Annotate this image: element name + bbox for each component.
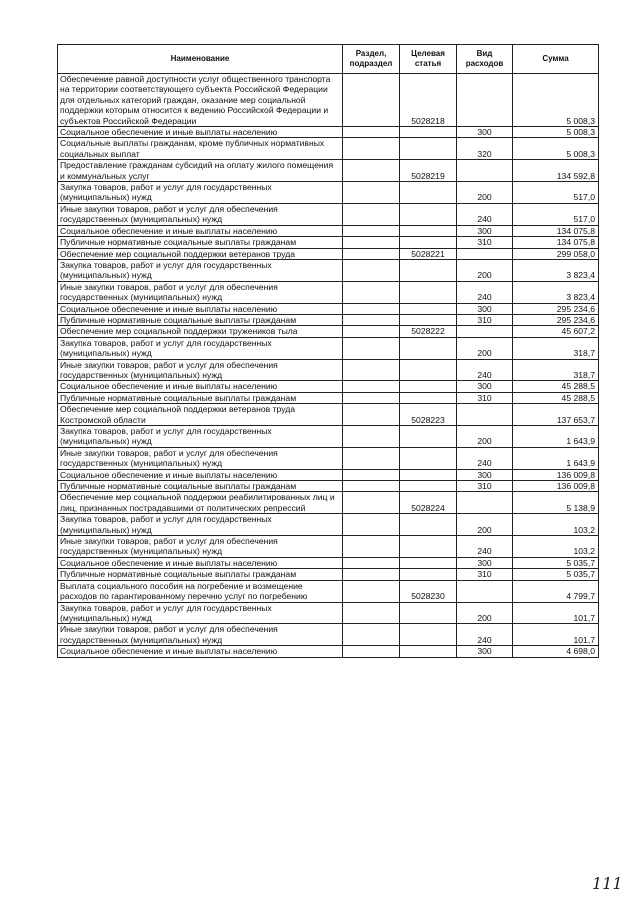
- cell-sum: 5 008,3: [513, 127, 599, 138]
- cell-target: 5028219: [400, 160, 457, 182]
- cell-name: Иные закупки товаров, работ и услуг для обеспечения государственных (муниципальных) нужд: [58, 359, 343, 381]
- cell-sum: 295 234,6: [513, 303, 599, 314]
- cell-target: [400, 182, 457, 204]
- cell-name: Социальное обеспечение и иные выплаты населению: [58, 303, 343, 314]
- cell-kind: 200: [457, 426, 513, 448]
- cell-section: [343, 569, 400, 580]
- cell-target: [400, 426, 457, 448]
- header-name: Наименование: [58, 45, 343, 74]
- cell-kind: 310: [457, 237, 513, 248]
- cell-sum: 101,7: [513, 602, 599, 624]
- table-row: [58, 303, 599, 314]
- cell-kind: 320: [457, 138, 513, 160]
- cell-sum: 45 288,5: [513, 381, 599, 392]
- table-row: [58, 481, 599, 492]
- cell-target: 5028223: [400, 404, 457, 426]
- cell-section: [343, 127, 400, 138]
- cell-kind: [457, 248, 513, 259]
- table-row: [58, 326, 599, 337]
- cell-kind: 240: [457, 536, 513, 558]
- cell-kind: [457, 326, 513, 337]
- cell-section: [343, 138, 400, 160]
- cell-sum: 134 592,8: [513, 160, 599, 182]
- table-row: [58, 182, 599, 204]
- cell-section: [343, 481, 400, 492]
- cell-sum: 134 075,8: [513, 225, 599, 236]
- header-kind: Вид расходов: [457, 45, 513, 74]
- cell-sum: 103,2: [513, 514, 599, 536]
- cell-target: [400, 646, 457, 657]
- cell-name: Закупка товаров, работ и услуг для государственных (муниципальных) нужд: [58, 182, 343, 204]
- table-row: [58, 381, 599, 392]
- table-row: [58, 469, 599, 480]
- budget-table: [57, 44, 599, 658]
- cell-sum: 3 823,4: [513, 281, 599, 303]
- cell-section: [343, 160, 400, 182]
- cell-kind: 300: [457, 381, 513, 392]
- cell-section: [343, 602, 400, 624]
- table-row: [58, 337, 599, 359]
- cell-name: Обеспечение равной доступности услуг общественного транспорта на территории соответствующего субъекта Российской Федерации для отдельных категорий граждан, оказание мер социальной поддержки которым относится к ведению Российской Федерации и субъектов Российской Федерации: [58, 74, 343, 127]
- header-sum: Сумма: [513, 45, 599, 74]
- cell-name: Иные закупки товаров, работ и услуг для обеспечения государственных (муниципальных) нужд: [58, 624, 343, 646]
- cell-target: [400, 259, 457, 281]
- cell-name: Закупка товаров, работ и услуг для государственных (муниципальных) нужд: [58, 259, 343, 281]
- cell-section: [343, 182, 400, 204]
- table-row: [58, 74, 599, 127]
- cell-sum: 5 138,9: [513, 492, 599, 514]
- cell-target: [400, 381, 457, 392]
- cell-target: 5028224: [400, 492, 457, 514]
- cell-target: [400, 359, 457, 381]
- cell-sum: 1 643,9: [513, 447, 599, 469]
- cell-section: [343, 237, 400, 248]
- cell-name: Иные закупки товаров, работ и услуг для обеспечения государственных (муниципальных) нужд: [58, 203, 343, 225]
- cell-name: Выплата социального пособия на погребение и возмещение расходов по гарантированному перечню услуг по погребению: [58, 580, 343, 602]
- cell-target: 5028222: [400, 326, 457, 337]
- table-row: [58, 569, 599, 580]
- cell-sum: 318,7: [513, 337, 599, 359]
- cell-target: [400, 536, 457, 558]
- cell-name: Предоставление гражданам субсидий на оплату жилого помещения и коммунальных услуг: [58, 160, 343, 182]
- cell-section: [343, 281, 400, 303]
- cell-sum: 5 035,7: [513, 557, 599, 568]
- table-row: [58, 514, 599, 536]
- cell-sum: 137 653,7: [513, 404, 599, 426]
- table-row: [58, 259, 599, 281]
- cell-name: Социальное обеспечение и иные выплаты населению: [58, 127, 343, 138]
- cell-target: 5028218: [400, 74, 457, 127]
- cell-section: [343, 536, 400, 558]
- cell-section: [343, 248, 400, 259]
- cell-section: [343, 303, 400, 314]
- cell-sum: 318,7: [513, 359, 599, 381]
- table-header-row: [58, 45, 599, 74]
- cell-target: [400, 602, 457, 624]
- table-row: [58, 127, 599, 138]
- cell-target: [400, 281, 457, 303]
- table-row: [58, 602, 599, 624]
- table-row: [58, 281, 599, 303]
- cell-target: [400, 481, 457, 492]
- cell-kind: 310: [457, 314, 513, 325]
- cell-kind: 240: [457, 624, 513, 646]
- cell-target: [400, 303, 457, 314]
- cell-name: Публичные нормативные социальные выплаты гражданам: [58, 569, 343, 580]
- table-row: [58, 536, 599, 558]
- cell-sum: 103,2: [513, 536, 599, 558]
- cell-target: [400, 237, 457, 248]
- cell-name: Социальное обеспечение и иные выплаты населению: [58, 469, 343, 480]
- cell-kind: 240: [457, 447, 513, 469]
- cell-sum: 134 075,8: [513, 237, 599, 248]
- cell-sum: 5 008,3: [513, 138, 599, 160]
- cell-section: [343, 225, 400, 236]
- cell-sum: 295 234,6: [513, 314, 599, 325]
- cell-kind: [457, 580, 513, 602]
- cell-kind: 310: [457, 481, 513, 492]
- cell-kind: 200: [457, 514, 513, 536]
- table-row: [58, 404, 599, 426]
- cell-sum: 1 643,9: [513, 426, 599, 448]
- table-row: [58, 160, 599, 182]
- cell-kind: [457, 492, 513, 514]
- header-section: Раздел, подраздел: [343, 45, 400, 74]
- cell-section: [343, 74, 400, 127]
- cell-name: Публичные нормативные социальные выплаты гражданам: [58, 392, 343, 403]
- cell-name: Закупка товаров, работ и услуг для государственных (муниципальных) нужд: [58, 337, 343, 359]
- cell-section: [343, 646, 400, 657]
- table-row: [58, 314, 599, 325]
- budget-table-page: [57, 44, 598, 658]
- cell-section: [343, 624, 400, 646]
- cell-section: [343, 337, 400, 359]
- cell-name: Обеспечение мер социальной поддержки ветеранов труда Костромской области: [58, 404, 343, 426]
- cell-kind: 240: [457, 203, 513, 225]
- cell-sum: 517,0: [513, 182, 599, 204]
- cell-section: [343, 514, 400, 536]
- cell-section: [343, 259, 400, 281]
- cell-name: Социальные выплаты гражданам, кроме публичных нормативных социальных выплат: [58, 138, 343, 160]
- cell-section: [343, 203, 400, 225]
- table-row: [58, 237, 599, 248]
- table-row: [58, 426, 599, 448]
- cell-section: [343, 469, 400, 480]
- cell-name: Обеспечение мер социальной поддержки тружеников тыла: [58, 326, 343, 337]
- cell-name: Публичные нормативные социальные выплаты гражданам: [58, 237, 343, 248]
- cell-sum: 517,0: [513, 203, 599, 225]
- cell-kind: 200: [457, 182, 513, 204]
- cell-section: [343, 447, 400, 469]
- cell-sum: 299 058,0: [513, 248, 599, 259]
- cell-kind: 300: [457, 225, 513, 236]
- cell-sum: 3 823,4: [513, 259, 599, 281]
- table-row: [58, 392, 599, 403]
- cell-name: Иные закупки товаров, работ и услуг для обеспечения государственных (муниципальных) нужд: [58, 447, 343, 469]
- cell-sum: 5 035,7: [513, 569, 599, 580]
- cell-target: [400, 127, 457, 138]
- table-row: [58, 225, 599, 236]
- cell-kind: [457, 404, 513, 426]
- cell-name: Социальное обеспечение и иные выплаты населению: [58, 381, 343, 392]
- cell-name: Социальное обеспечение и иные выплаты населению: [58, 557, 343, 568]
- cell-target: [400, 557, 457, 568]
- table-row: [58, 624, 599, 646]
- cell-sum: 45 607,2: [513, 326, 599, 337]
- cell-kind: 310: [457, 392, 513, 403]
- cell-sum: 45 288,5: [513, 392, 599, 403]
- cell-kind: [457, 74, 513, 127]
- cell-name: Социальное обеспечение и иные выплаты населению: [58, 646, 343, 657]
- cell-section: [343, 381, 400, 392]
- cell-kind: 300: [457, 127, 513, 138]
- cell-section: [343, 492, 400, 514]
- cell-name: Закупка товаров, работ и услуг для государственных (муниципальных) нужд: [58, 514, 343, 536]
- cell-name: Обеспечение мер социальной поддержки ветеранов труда: [58, 248, 343, 259]
- cell-target: [400, 314, 457, 325]
- cell-sum: 4 698,0: [513, 646, 599, 657]
- cell-kind: 200: [457, 602, 513, 624]
- cell-target: [400, 225, 457, 236]
- table-row: [58, 557, 599, 568]
- cell-target: [400, 514, 457, 536]
- cell-section: [343, 326, 400, 337]
- table-row: [58, 492, 599, 514]
- cell-kind: 300: [457, 557, 513, 568]
- cell-target: 5028221: [400, 248, 457, 259]
- cell-name: Иные закупки товаров, работ и услуг для обеспечения государственных (муниципальных) нужд: [58, 536, 343, 558]
- cell-target: [400, 624, 457, 646]
- cell-target: [400, 447, 457, 469]
- cell-sum: 4 799,7: [513, 580, 599, 602]
- cell-sum: 136 009,8: [513, 469, 599, 480]
- cell-name: Публичные нормативные социальные выплаты гражданам: [58, 481, 343, 492]
- cell-section: [343, 359, 400, 381]
- cell-target: [400, 469, 457, 480]
- cell-kind: 240: [457, 281, 513, 303]
- table-row: [58, 203, 599, 225]
- table-row: [58, 646, 599, 657]
- cell-kind: 310: [457, 569, 513, 580]
- cell-name: Обеспечение мер социальной поддержки реабилитированных лиц и лиц, признанных пострадавшими от политических репрессий: [58, 492, 343, 514]
- cell-sum: 5 008,3: [513, 74, 599, 127]
- cell-section: [343, 392, 400, 403]
- cell-name: Закупка товаров, работ и услуг для государственных (муниципальных) нужд: [58, 426, 343, 448]
- cell-sum: 101,7: [513, 624, 599, 646]
- cell-target: [400, 392, 457, 403]
- cell-kind: 200: [457, 337, 513, 359]
- table-row: [58, 447, 599, 469]
- cell-name: Закупка товаров, работ и услуг для государственных (муниципальных) нужд: [58, 602, 343, 624]
- cell-target: [400, 337, 457, 359]
- cell-section: [343, 404, 400, 426]
- table-row: [58, 359, 599, 381]
- table-row: [58, 138, 599, 160]
- page-number: 111: [592, 874, 623, 893]
- table-row: [58, 580, 599, 602]
- cell-kind: 240: [457, 359, 513, 381]
- cell-kind: 300: [457, 646, 513, 657]
- cell-sum: 136 009,8: [513, 481, 599, 492]
- cell-target: 5028230: [400, 580, 457, 602]
- cell-section: [343, 314, 400, 325]
- cell-target: [400, 138, 457, 160]
- cell-name: Социальное обеспечение и иные выплаты населению: [58, 225, 343, 236]
- header-target: Целевая статья: [400, 45, 457, 74]
- cell-kind: 300: [457, 469, 513, 480]
- table-row: [58, 248, 599, 259]
- cell-section: [343, 557, 400, 568]
- cell-section: [343, 426, 400, 448]
- cell-name: Публичные нормативные социальные выплаты гражданам: [58, 314, 343, 325]
- cell-kind: 200: [457, 259, 513, 281]
- cell-section: [343, 580, 400, 602]
- cell-target: [400, 569, 457, 580]
- cell-kind: 300: [457, 303, 513, 314]
- cell-name: Иные закупки товаров, работ и услуг для обеспечения государственных (муниципальных) нужд: [58, 281, 343, 303]
- cell-target: [400, 203, 457, 225]
- cell-kind: [457, 160, 513, 182]
